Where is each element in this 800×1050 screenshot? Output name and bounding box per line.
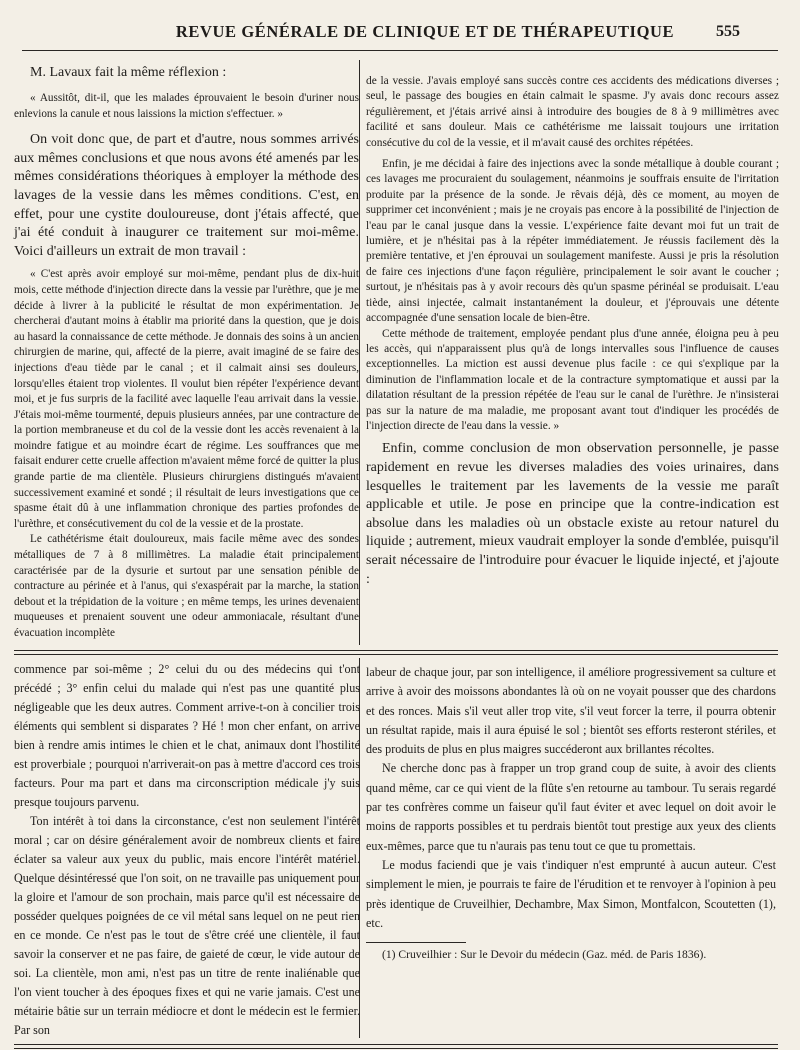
quote-paragraph: Cette méthode de traitement, employée pendant plus d'une année, éloigna peu à peu les accès, qui n'apparaissent plus qu'à de longs intervalles sous l'influence de causes exceptionnelles. La miction est aussi devenue plus facile : ce qui s'explique par la diminution de l'inflammation locale et de la contracture symptomatique et aussi par la dilatation résultant de la pression répétée de l'eau sur le canal de l'urèthre. Je n'insisterai pas sur la nature de ma maladie, me proposant avant tout d'indiquer les procédés de l'injection directe de l'eau dans la vessie. » [366, 327, 779, 432]
paragraph: M. Lavaux fait la même réflexion : [30, 65, 227, 80]
page-header [110, 22, 740, 48]
paragraph: On voit donc que, de part et d'autre, nous sommes arrivés aux mêmes conclusions et que nous avons été amenés par les mêmes considérations théoriques à employer la méthode des lavages de la vessie dans les mêmes conditions. C'est, en effet, pour une cystite douloureuse, dont j'étais affecté, que j'ai été conduit à inaugurer ce traitement sur moi-même. Voici d'ailleurs un extrait de mon travail : [14, 132, 359, 259]
header-rule [22, 50, 778, 51]
quote-paragraph: de la vessie. J'avais employé sans succès contre ces accidents des médications diverses ; seul, le passage des bougies en étain calmait le spasme. J'y avais donc recours assez régulièrement, et j'étais arrivé ainsi à introduire des bougies de 8 à 9 millimètres avec facilité et sans douleur. Mais ce cathétérisme me laissait toujours une irritation consécutive du col de la vessie, et il m'avait causé des orchites répétées. [366, 75, 779, 149]
feuilleton-column-right [366, 663, 776, 962]
column-divider-top [359, 60, 360, 645]
page-number: 555 [716, 23, 740, 40]
running-title: REVUE GÉNÉRALE DE CLINIQUE ET DE THÉRAPEUTIQUE [175, 22, 675, 41]
paragraph: Ne cherche donc pas à frapper un trop grand coup de suite, à avoir des clients quand même, car ce qui vient de la flûte s'en retourne au tambour. Tu serais regardé par tes confrères comme un faiseur qu'il faut éviter et avec lequel on doit avoir le moins de rapports possibles et tu perdrais bientôt tout prestige aux yeux des clients eux-mêmes, parce que tu n'aurais pas tenu tout ce que tu promettais. [366, 761, 776, 853]
paragraph: labeur de chaque jour, par son intelligence, il améliore progressivement sa culture et arrive à avoir des moissons abondantes là où on ne voyait pousser que des chardons et des ronces. Mais s'il veut aller trop vite, s'il veut forcer la terre, il pourra obtenir un résultat rapide, mais il aura épuisé le sol ; bientôt ses efforts resteront stériles, et des produits de plus en plus maigres succéderont aux brillantes récoltes. [366, 665, 776, 757]
quote-paragraph: « C'est après avoir employé sur moi-même, pendant plus de dix-huit mois, cette méthode d'injection directe dans la vessie par l'urèthre, que je me décide à livrer à la publicité le résultat de mon expérimentation. Je chercherai d'autant moins à établir ma priorité dans la question, que je dois au hasard la connaissance de cette méthode. Je donnais des soins à un ancien chirurgien de marine, qui, affecté de la pierre, avait imaginé de se faire des injections d'eau tiède par le canal ; et il calmait ainsi ses douleurs, lorsqu'elles étaient trop violentes. Il voulut bien répéter l'expérience devant moi, et je fus surpris de la facilité avec laquelle l'eau arrivait dans la vessie. J'étais moi-même tourmenté, depuis plusieurs années, par une contracture de la portion membraneuse et du col de la vessie dont les accès revenaient à la moindre fatigue et au moindre écart de régime. Les souffrances que me faisait endurer cette cruelle affection m'avaient même forcé de quitter la plus grande partie de ma clientèle. Plusieurs chirurgiens distingués m'avaient successivement examiné et sondé ; il résultait de leurs investigations que ce spasme était dû à une inflammation chronique des parties profondes de l'urèthre, et consécutivement du col de la vessie et de la prostate. [14, 268, 359, 530]
paragraph: Le modus faciendi que je vais t'indiquer n'est emprunté à aucun auteur. C'est simplement le mien, je pourrais te faire de l'érudition et te renvoyer à l'opinion à peu près identique de Cruveilhier, Dechambre, Max Simon, Montfalcon, Scoutetten (1), etc. [366, 857, 776, 930]
paragraph: Enfin, comme conclusion de mon observation personnelle, je passe rapidement en revue les diverses maladies des voies urinaires, dans lesquelles le traitement par les lavements de la vessie me paraît applicable et utile. Je pose en principe que la contre-indication est absolue dans les maladies où un obstacle existe au retour naturel du liquide ; autrement, mieux vaudrait employer la sonde d'emblée, puisqu'il serait nécessaire de l'introduire pour évacuer le liquide injecté, et j'ajoute : [366, 441, 779, 587]
article-column-right [366, 74, 779, 589]
footnote: (1) Cruveilhier : Sur le Devoir du médecin (Gaz. méd. de Paris 1836). [382, 948, 707, 962]
feuilleton-column-left [14, 660, 360, 1040]
paragraph: commence par soi-même ; 2° celui du ou des médecins qui t'ont précédé ; 3° enfin celui du malade qui n'est pas une quantité plus négligeable que les deux autres. Comment arrive-t-on à concilier trois éléments qui semblent si disparates ? Hé ! mon cher enfant, on arrive bien à rendre amis intimes le chien et le chat, animaux dont l'hostilité est proverbiale ; pourquoi n'arriverait-on pas à mettre d'accord ces trois facteurs. Pour ma part et dans ma circonscription médicale j'y suis presque toujours parvenu. [14, 662, 360, 809]
footnote-rule [366, 942, 466, 943]
quote-paragraph: Enfin, je me décidai à faire des injections avec la sonde métallique à double courant ; ces lavages me procuraient du soulagement, néanmoins je souffrais ensuite de l'irritation produite par la présence de la sonde. Je rêvais déjà, dès ce moment, au moyen de supprimer cet inconvénient ; mais je ne croyais pas encore à la possibilité de l'injection de l'eau par le canal jusque dans la vessie. L'expérience faite devant moi fut un trait de lumière, et je n'hésitai pas à la répéter immédiatement. Je réussis facilement dès la première tentative, et j'en éprouvai un soulagement manifeste. Aussi je pris la résolution de faire ces injections d'une façon régulière, principalement le soir avant le coucher ; surtout, je n'hésitais pas à y avoir recours dès qu'un spasme périnéal se produisait. L'eau tiède, ainsi injectée, calmait instantanément la douleur, et j'éprouvais une détente accompagnée d'une sensation locale de bien-être. [366, 158, 779, 325]
article-column-left [14, 64, 359, 642]
quote-paragraph: « Aussitôt, dit-il, que les malades éprouvaient le besoin d'uriner nous enlevions la canule et nous laissions la miction s'effectuer. » [14, 92, 359, 120]
quote-paragraph: Le cathétérisme était douloureux, mais facile même avec des sondes métalliques de 7 à 8 millimètres. La maladie était principalement caractérisée par de la dysurie et surtout par une sensation pénible de contracture au périnée et à l'anus, qui s'exaspérait par la marche, la station debout et la trépidation de la voiture ; en même temps, les urines devenaient muqueuses et prenaient souvent une odeur ammoniacale, résultant d'une évacuation incomplète [14, 533, 359, 639]
paragraph: Ton intérêt à toi dans la circonstance, c'est non seulement l'intérêt moral ; car on désire généralement avoir de nombreux clients et faire éclater sa valeur aux yeux du public, mais encore l'intérêt matériel. Quelque désintéressé que l'on soit, on ne travaille pas uniquement pour la gloire et l'amour de son prochain, mais parce qu'il est nécessaire de posséder quelques poignées de ce vil métal sans lequel on ne peut rien en ce monde. Ce n'est pas le tout de s'être créé une clientèle, il faut savoir la conserver et ne pas faire, de gaieté de cœur, le vide autour de soi. La clientèle, mon ami, n'est pas un titre de rente inaliénable que l'on vient toucher à des époques fixes et qui ne varie jamais. C'est une métairie bâtie sur un terrain médiocre et dont le médecin est le fermier. Par son [14, 814, 360, 1037]
footer-rule [14, 1044, 778, 1049]
section-separator [14, 650, 778, 655]
